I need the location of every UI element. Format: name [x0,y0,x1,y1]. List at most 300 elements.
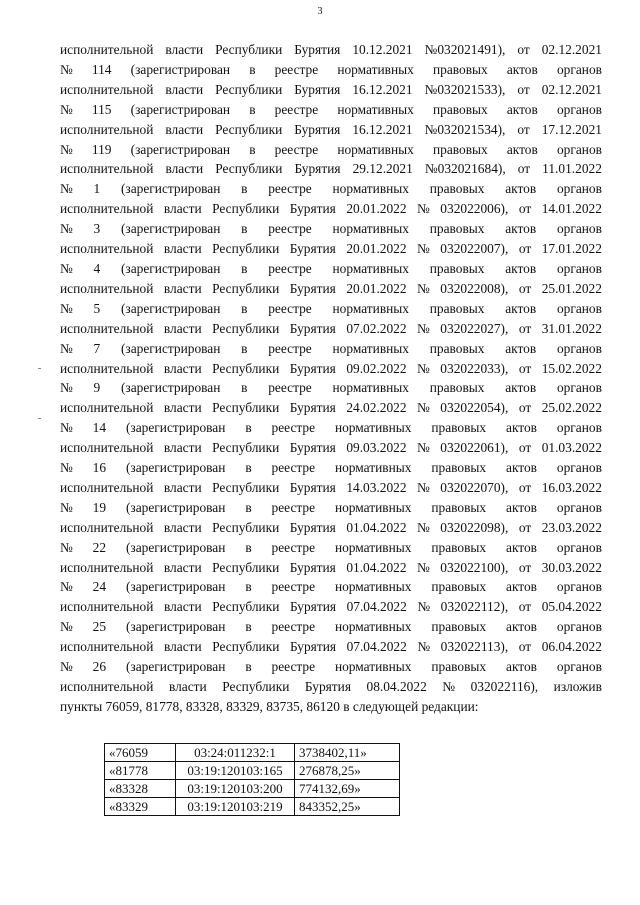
word: актов [505,260,537,276]
word: 01.04.2022 [346,559,407,575]
item-number-cell: «83329 [105,798,176,816]
word: № [417,241,430,257]
word: № [442,679,456,694]
word: правовых [429,181,485,197]
word: (зарегистрирован [120,181,221,197]
word: № [60,499,73,515]
text-line [60,617,602,637]
word: Республики [212,479,280,495]
word: правовых [431,420,487,436]
word: правовых [431,539,487,555]
word: 16.12.2021 [352,81,413,97]
word: от [518,479,532,495]
body-text [60,40,602,717]
word: 4 [93,260,101,276]
word: от [518,639,532,655]
word: Бурятия [289,400,336,416]
word: 032022100), [440,559,509,575]
word: 01.03.2022 [541,440,602,456]
word: Бурятия [304,679,351,694]
word: (зарегистрирован [130,61,231,77]
word: от [518,440,532,456]
item-number-cell: «81778 [105,762,176,780]
word: органов [556,659,602,675]
word: актов [506,659,537,675]
word: изложив [553,679,602,694]
text-line [60,120,602,140]
value-cell: 774132,69» [295,780,400,798]
word: власти [165,121,204,137]
word: 20.01.2022 [346,241,407,257]
word: № [417,440,430,456]
word: № [417,280,430,296]
word: власти [163,241,202,257]
word: в [245,539,252,555]
word: актов [505,380,537,396]
word: 09.03.2022 [346,440,407,456]
word: 1 [93,181,101,197]
word: актов [506,619,537,635]
word: реестре [268,181,312,197]
word: № [60,101,73,117]
word: реестре [268,221,312,237]
text-line [60,558,602,578]
text-line [60,219,602,239]
word: исполнительной [60,400,154,416]
item-number-cell: «83328 [105,780,176,798]
word: Бурятия [289,320,336,336]
text-line [60,239,602,259]
word: правовых [429,221,485,237]
text-line [60,299,602,319]
word: 032022113), [440,639,509,655]
word: Республики [215,121,283,137]
word: Бурятия [289,241,336,257]
value-cell: 843352,25» [295,798,400,816]
word: от [518,519,532,535]
word: правовых [429,260,485,276]
text-line [60,597,602,617]
word: 22 [92,539,107,555]
page-number: 3 [317,6,323,17]
word: реестре [271,499,316,515]
word: актов [506,420,537,436]
text-line [60,339,602,359]
word: Республики [212,639,280,655]
word: органов [556,460,602,476]
word: нормативных [332,380,410,396]
word: власти [163,440,202,456]
word: 5 [93,300,101,316]
word: № [417,360,430,376]
word: реестре [268,380,312,396]
word: № [417,639,431,655]
word: исполнительной [60,241,154,257]
value-cell: 3738402,11» [295,744,400,762]
word: в [249,101,256,117]
word: нормативных [334,499,412,515]
word: органов [556,61,602,77]
word: 07.02.2022 [346,320,407,336]
word: от [518,280,532,296]
word: (зарегистрирован [120,260,221,276]
word: органов [556,141,602,157]
word: 30.03.2022 [541,559,602,575]
word: № [60,619,73,635]
word: 11.01.2022 [542,161,602,177]
word: реестре [268,340,312,356]
word: 02.12.2021 [541,42,602,57]
word: власти [163,639,202,655]
word: власти [163,360,202,376]
word: 25 [92,619,107,635]
text-line [60,199,602,219]
text-line [60,637,602,657]
word: (зарегистрирован [125,659,226,675]
word: в [245,659,252,675]
word: реестре [271,539,316,555]
word: 19 [92,499,107,515]
word: № [417,479,430,495]
word: власти [165,81,204,97]
word: исполнительной [60,360,154,376]
word: исполнительной [60,639,154,655]
word: нормативных [334,579,412,595]
word: 032022027), [440,320,509,336]
word: № [417,599,431,615]
word: № [60,380,73,396]
word: Республики [212,400,280,416]
word: власти [163,320,202,336]
word: от [518,320,532,336]
word: 02.12.2021 [541,81,602,97]
word: Республики [212,599,280,615]
word: власти [163,519,202,535]
margin-mark [38,368,41,369]
word: в [241,380,248,396]
word: № [60,539,73,555]
word: № [60,460,73,476]
word: 07.04.2022 [346,599,407,615]
word: в [245,579,252,595]
word: 01.04.2022 [346,519,407,535]
text-line [60,319,602,339]
word: 7 [93,340,101,356]
word: Республики [212,360,280,376]
word: (зарегистрирован [125,539,226,555]
word: №032021684), [424,161,506,177]
word: №032021491), [424,42,506,57]
word: Бурятия [289,599,337,615]
word: правовых [431,499,487,515]
word: 24 [92,579,107,595]
text-line [60,418,602,438]
text-line [60,438,602,458]
word: исполнительной [60,280,154,296]
word: Бурятия [289,440,336,456]
text-line [60,359,602,379]
table-row [105,798,400,816]
word: № [417,519,430,535]
word: 17.01.2022 [541,241,602,257]
word: Бурятия [294,42,341,57]
word: 25.02.2022 [541,400,602,416]
word: исполнительной [60,559,154,575]
word: 25.01.2022 [541,280,602,296]
word: актов [506,539,537,555]
word: правовых [429,340,485,356]
word: актов [505,300,537,316]
word: Бурятия [289,559,336,575]
text-line [60,478,602,498]
word: 06.04.2022 [541,639,602,655]
text-line [60,378,602,398]
word: нормативных [332,340,410,356]
word: от [518,360,532,376]
word: реестре [268,260,312,276]
word: Бурятия [294,121,341,137]
word: нормативных [334,619,412,635]
word: 9 [93,380,101,396]
word: № [60,420,73,436]
word: Республики [215,42,283,57]
word: 16 [92,460,107,476]
word: 114 [91,61,112,77]
word: № [60,300,73,316]
word: нормативных [337,141,414,157]
word: актов [506,101,538,117]
word: власти [163,479,202,495]
word: правовых [429,380,485,396]
word: (зарегистрирован [125,499,226,515]
word: правовых [431,460,487,476]
word: актов [506,499,537,515]
word: власти [163,280,202,296]
text-line [60,398,602,418]
word: 23.03.2022 [541,519,602,535]
word: реестре [274,61,319,77]
word: (зарегистрирован [125,460,226,476]
word: власти [165,161,204,177]
word: исполнительной [60,320,154,336]
word: реестре [268,300,312,316]
word: органов [556,101,602,117]
word: 26 [92,659,107,675]
word: органов [556,221,602,237]
text-line [60,80,602,100]
word: нормативных [337,101,414,117]
word: Бурятия [289,479,336,495]
word: от [518,201,532,217]
word: правовых [432,101,488,117]
word: №032021534), [424,121,506,137]
word: 09.02.2022 [346,360,407,376]
word: органов [556,340,602,356]
value-cell: 276878,25» [295,762,400,780]
word: 20.01.2022 [346,280,407,296]
word: Республики [212,201,280,217]
word: власти [163,599,202,615]
word: 14 [92,420,107,436]
word: правовых [429,300,485,316]
word: в [249,141,256,157]
word: 10.12.2021 [352,42,413,57]
word: нормативных [334,659,412,675]
word: 032022061), [440,440,509,456]
text-line [60,40,602,60]
word: 15.02.2022 [541,360,602,376]
word: власти [163,400,202,416]
word: исполнительной [60,519,154,535]
word: актов [505,221,537,237]
word: № [417,320,430,336]
word: органов [556,420,602,436]
word: Республики [212,241,280,257]
word: реестре [274,141,319,157]
word: органов [556,380,602,396]
word: № [60,141,73,157]
word: от [517,121,530,137]
word: нормативных [334,539,412,555]
word: власти [163,201,202,217]
word: № [60,579,73,595]
word: 14.03.2022 [346,479,407,495]
cadastral-number-cell: 03:19:120103:200 [176,780,295,798]
word: правовых [431,579,487,595]
word: (зарегистрирован [130,101,231,117]
word: 24.02.2022 [346,400,407,416]
word: Республики [212,559,280,575]
text-line [60,657,602,677]
word: Бурятия [289,360,336,376]
cadastral-number-cell: 03:19:120103:165 [176,762,295,780]
word: органов [556,260,602,276]
word: в [241,260,248,276]
text-line [60,677,602,697]
table-row [105,762,400,780]
word: (зарегистрирован [125,420,226,436]
word: в [241,221,248,237]
word: от [517,42,530,57]
word: Бурятия [289,280,336,296]
word: органов [556,579,602,595]
word: реестре [271,619,316,635]
word: № [60,260,73,276]
word: исполнительной [60,479,154,495]
word: в [245,499,252,515]
word: органов [556,619,602,635]
word: № [60,659,73,675]
word: в [249,61,256,77]
word: Республики [212,320,280,336]
word: от [517,161,531,177]
text-line [60,279,602,299]
word: правовых [431,659,487,675]
word: Бурятия [294,81,341,97]
word: актов [506,579,537,595]
word: Бурятия [289,639,337,655]
word: № [417,400,430,416]
word: (зарегистрирован [120,340,221,356]
word: нормативных [337,61,414,77]
text-line [60,458,602,478]
margin-mark [38,418,41,419]
word: нормативных [332,181,410,197]
text-line [60,140,602,160]
word: исполнительной [60,42,154,57]
word: 16.12.2021 [352,121,413,137]
word: нормативных [332,221,410,237]
word: нормативных [332,260,410,276]
text-line [60,577,602,597]
word: от [518,559,532,575]
word: актов [506,61,538,77]
word: (зарегистрирован [125,619,226,635]
text-line [60,518,602,538]
word: в [245,420,252,436]
word: 29.12.2021 [352,161,413,177]
word: № [60,340,73,356]
text-line [60,498,602,518]
cadastral-number-cell: 03:24:011232:1 [176,744,295,762]
word: Бурятия [289,519,336,535]
word: № [417,559,430,575]
word: реестре [271,420,316,436]
word: № [417,201,430,217]
word: исполнительной [60,161,154,177]
word: №032021533), [424,81,506,97]
word: актов [505,181,537,197]
word: 31.01.2022 [541,320,602,336]
word: в [241,340,248,356]
word: 05.04.2022 [541,599,602,615]
word: Бурятия [294,161,341,177]
word: нормативных [334,460,412,476]
text-line-last: пункты 76059, 81778, 83328, 83329, 83735, 86120 в следующей редакции: [60,698,479,714]
word: правовых [432,141,488,157]
word: Республики [215,161,283,177]
word: 17.12.2021 [541,121,602,137]
word: исполнительной [60,121,154,137]
word: реестре [271,460,316,476]
text-line [60,100,602,120]
word: (зарегистрирован [120,300,221,316]
word: 119 [91,141,112,157]
word: 08.04.2022 [366,679,427,694]
word: в [245,619,252,635]
items-table [104,743,400,816]
text-line [60,60,602,80]
word: власти [165,42,204,57]
word: 07.04.2022 [346,639,407,655]
word: Республики [212,519,280,535]
word: (зарегистрирован [125,579,226,595]
word: исполнительной [60,679,154,694]
text-line [60,538,602,558]
word: органов [556,539,602,555]
word: от [518,241,532,257]
word: № [60,221,73,237]
word: правовых [432,61,488,77]
word: № [60,61,73,77]
word: 032022098), [440,519,509,535]
word: от [517,81,530,97]
word: Республики [212,440,280,456]
word: исполнительной [60,81,154,97]
word: Республики [215,81,283,97]
text-line [60,159,602,179]
text-line [60,179,602,199]
